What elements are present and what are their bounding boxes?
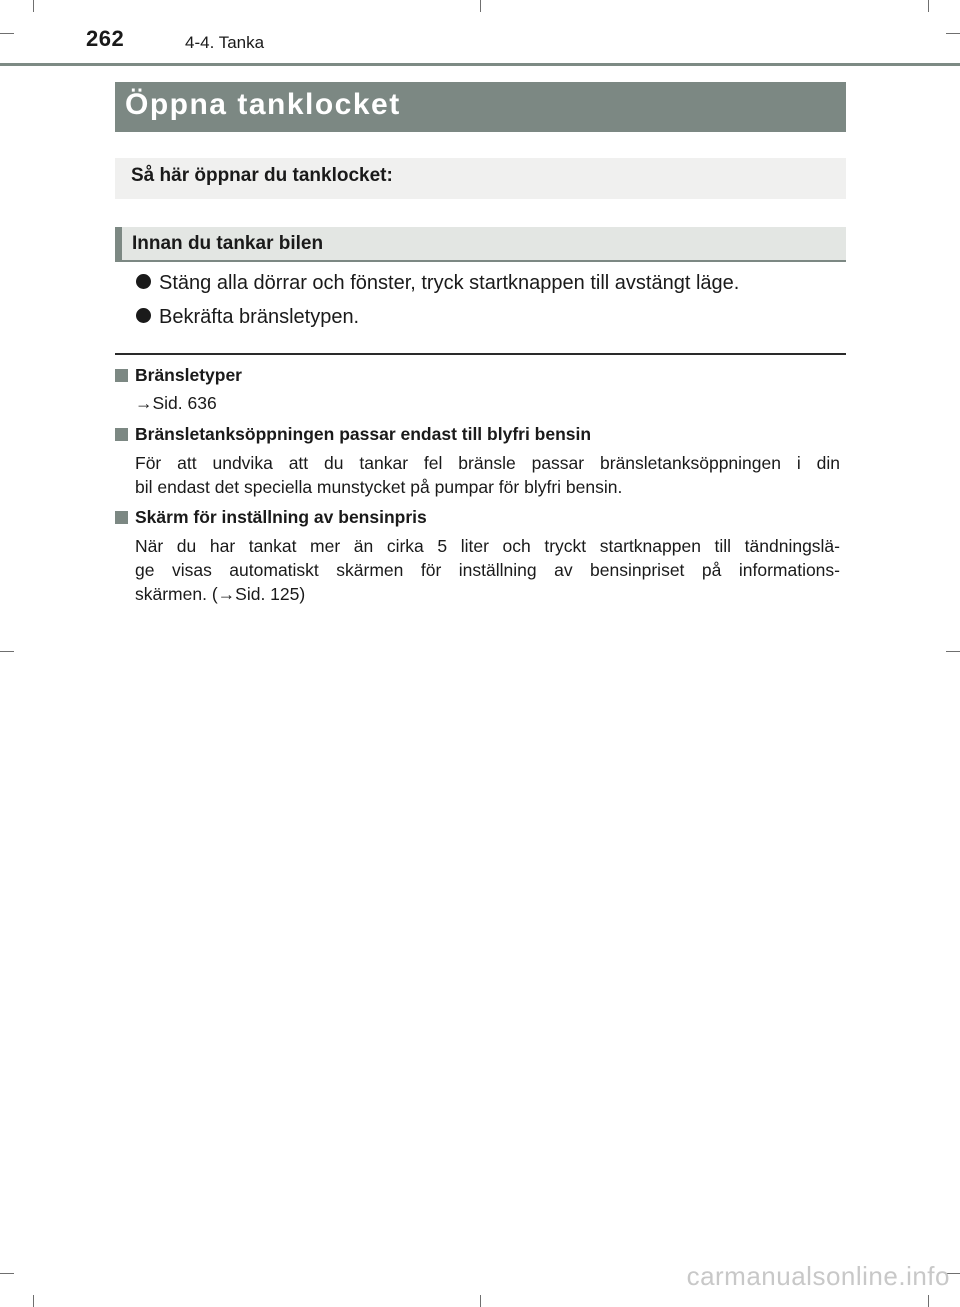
crop-mark bbox=[928, 0, 929, 12]
note-heading bbox=[115, 365, 242, 386]
crop-mark bbox=[480, 1295, 481, 1307]
note-line: När du har tankat mer än cirka 5 liter och tryckt startknappen till tändningslä- bbox=[135, 536, 840, 556]
note-body bbox=[135, 534, 840, 606]
crop-mark bbox=[33, 0, 34, 12]
page-reference bbox=[135, 393, 217, 414]
crop-mark bbox=[33, 1295, 34, 1307]
arrow-right-icon: → bbox=[135, 393, 153, 413]
page-number: 262 bbox=[86, 26, 125, 51]
square-bullet-icon bbox=[115, 369, 128, 382]
note-line bbox=[135, 582, 840, 606]
section-divider bbox=[115, 353, 846, 355]
reference-text: Sid. 125) bbox=[235, 584, 306, 604]
note-body bbox=[135, 451, 840, 499]
note-line: bil endast det speciella munstycket på pumpar för blyfri bensin. bbox=[135, 477, 623, 497]
crop-mark bbox=[928, 1295, 929, 1307]
bullet-dot-icon bbox=[136, 308, 151, 323]
bullet-text: Stäng alla dörrar och fönster, tryck startknappen till avstängt läge. bbox=[159, 272, 740, 294]
crop-mark bbox=[0, 1273, 14, 1274]
crop-mark bbox=[946, 33, 960, 34]
note-line-prefix: skärmen. ( bbox=[135, 584, 218, 604]
note-heading-text: Bränsletanksöppningen passar endast till blyfri bensin bbox=[135, 424, 592, 444]
crop-mark bbox=[0, 651, 14, 652]
note-heading bbox=[115, 424, 591, 445]
bullet-dot-icon bbox=[136, 274, 151, 289]
bullet-item bbox=[136, 272, 739, 295]
crop-mark bbox=[480, 0, 481, 12]
intro-box bbox=[115, 158, 846, 199]
note-heading-text: Skärm för inställning av bensinpris bbox=[135, 507, 427, 527]
bullet-item bbox=[136, 306, 359, 329]
watermark: carmanualsonline.info bbox=[686, 1261, 950, 1291]
bullet-text: Bekräfta bränsletypen. bbox=[159, 306, 360, 328]
note-line: För att undvika att du tankar fel bränsle passar bränsletanksöppningen i din bbox=[135, 453, 840, 473]
subheading-text: Innan du tankar bilen bbox=[132, 233, 324, 254]
page-title: Öppna tanklocket bbox=[125, 88, 401, 121]
square-bullet-icon bbox=[115, 511, 128, 524]
note-heading-text: Bränsletyper bbox=[135, 365, 242, 385]
note-line: ge visas automatiskt skärmen för inställning av bensinpriset på informations- bbox=[135, 560, 840, 580]
subheading-marker bbox=[115, 227, 122, 262]
header-rule bbox=[0, 63, 960, 66]
crop-mark bbox=[946, 651, 960, 652]
arrow-right-icon: → bbox=[217, 584, 236, 604]
subheading-bar bbox=[115, 227, 846, 262]
section-label: 4-4. Tanka bbox=[185, 33, 265, 52]
note-heading bbox=[115, 507, 427, 528]
title-bar bbox=[115, 82, 846, 132]
intro-text: Så här öppnar du tanklocket: bbox=[131, 165, 393, 186]
square-bullet-icon bbox=[115, 428, 128, 441]
crop-mark bbox=[0, 33, 14, 34]
reference-text: Sid. 636 bbox=[152, 393, 217, 413]
